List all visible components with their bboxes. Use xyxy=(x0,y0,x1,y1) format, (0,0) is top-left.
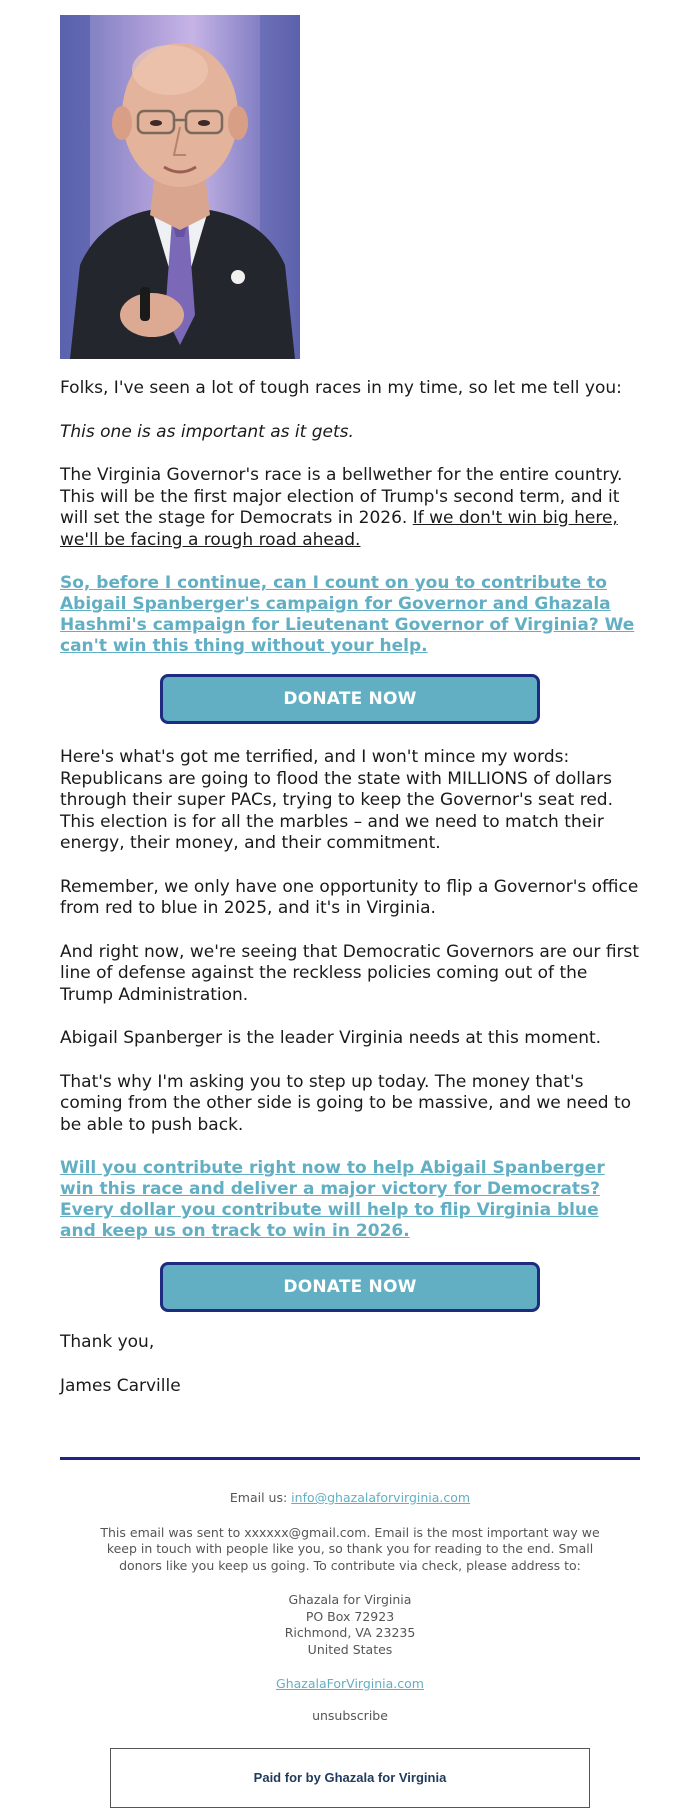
opportunity-paragraph: Remember, we only have one opportunity to flip a Governor's office from red to blue in 2025, and it's in Virginia. xyxy=(60,876,639,918)
donate-row-1 xyxy=(60,674,640,724)
email-label: Email us: xyxy=(229,1490,292,1505)
email-link[interactable]: info@ghazalaforvirginia.com xyxy=(291,1490,471,1505)
website-link[interactable]: GhazalaForVirginia.com xyxy=(276,1676,424,1691)
donate-now-button-1[interactable]: DONATE NOW xyxy=(160,674,540,724)
address-line: United States xyxy=(307,1641,393,1657)
paid-for-box: Paid for by Ghazala for Virginia xyxy=(110,1748,590,1808)
portrait-photo xyxy=(60,15,300,359)
unsubscribe-link[interactable]: unsubscribe xyxy=(312,1707,388,1723)
contribute-link-1[interactable]: So, before I continue, can I count on you to contribute to Abigail Spanberger's campaign for Governor and Ghazala Hashmi's campaign for Lieutenant Governor of Virginia? We can't win this thing without your help. xyxy=(60,573,635,656)
email-body xyxy=(60,15,640,1808)
address-line: Ghazala for Virginia xyxy=(288,1592,412,1607)
address-line: Richmond, VA 23235 xyxy=(284,1625,416,1640)
donate-row-2 xyxy=(60,1262,640,1312)
footer-email-line xyxy=(60,1490,640,1507)
intro-paragraph: Folks, I've seen a lot of tough races in my time, so let me tell you: xyxy=(60,378,622,398)
donate-now-button-2[interactable]: DONATE NOW xyxy=(160,1262,540,1312)
bellwether-text: The Virginia Governor's race is a bellwether for the entire country. This will be the first major election of Trump's second term, and it will set the stage for Democrats in 2026. xyxy=(60,465,623,528)
signoff: Thank you, xyxy=(60,1332,155,1352)
mailing-address xyxy=(60,1592,640,1658)
footer xyxy=(60,1490,640,1808)
rough-road-text: If we don't win big here, we'll be facing a rough road ahead. xyxy=(60,508,618,550)
address-line: PO Box 72923 xyxy=(305,1608,395,1624)
terrified-paragraph: Here's what's got me terrified, and I won't mince my words: Republicans are going to flood the state with MILLIONS of dollars through their super PACs, trying to keep the Governor's seat red. This election is for all the marbles – and we need to match their energy, their money, and their commitment. xyxy=(60,747,614,853)
step-up-paragraph: That's why I'm asking you to step up today. The money that's coming from the other side is going to be massive, and we need to be able to push back. xyxy=(60,1071,632,1135)
bellwether-paragraph xyxy=(60,465,640,551)
emphasis-paragraph: This one is as important as it gets. xyxy=(60,421,354,442)
contribute-link-2[interactable]: Will you contribute right now to help Abigail Spanberger win this race and deliver a major victory for Democrats? Every dollar you contribute will help to flip Virginia blue and keep us on track to win in 2026. xyxy=(60,1158,605,1241)
governors-paragraph: And right now, we're seeing that Democratic Governors are our first line of defense against the reckless policies coming out of the Trump Administration. xyxy=(60,941,640,1005)
footer-notice: This email was sent to xxxxxx@gmail.com. Email is the most important way we keep in touch with people like you, so thank you for reading to the end. Small donors like you keep us going. To contribute via check, please address to: xyxy=(100,1524,600,1573)
signature: James Carville xyxy=(60,1375,181,1396)
leader-paragraph: Abigail Spanberger is the leader Virginia needs at this moment. xyxy=(60,1028,602,1048)
portrait-illustration xyxy=(60,15,300,359)
footer-divider xyxy=(60,1457,640,1460)
